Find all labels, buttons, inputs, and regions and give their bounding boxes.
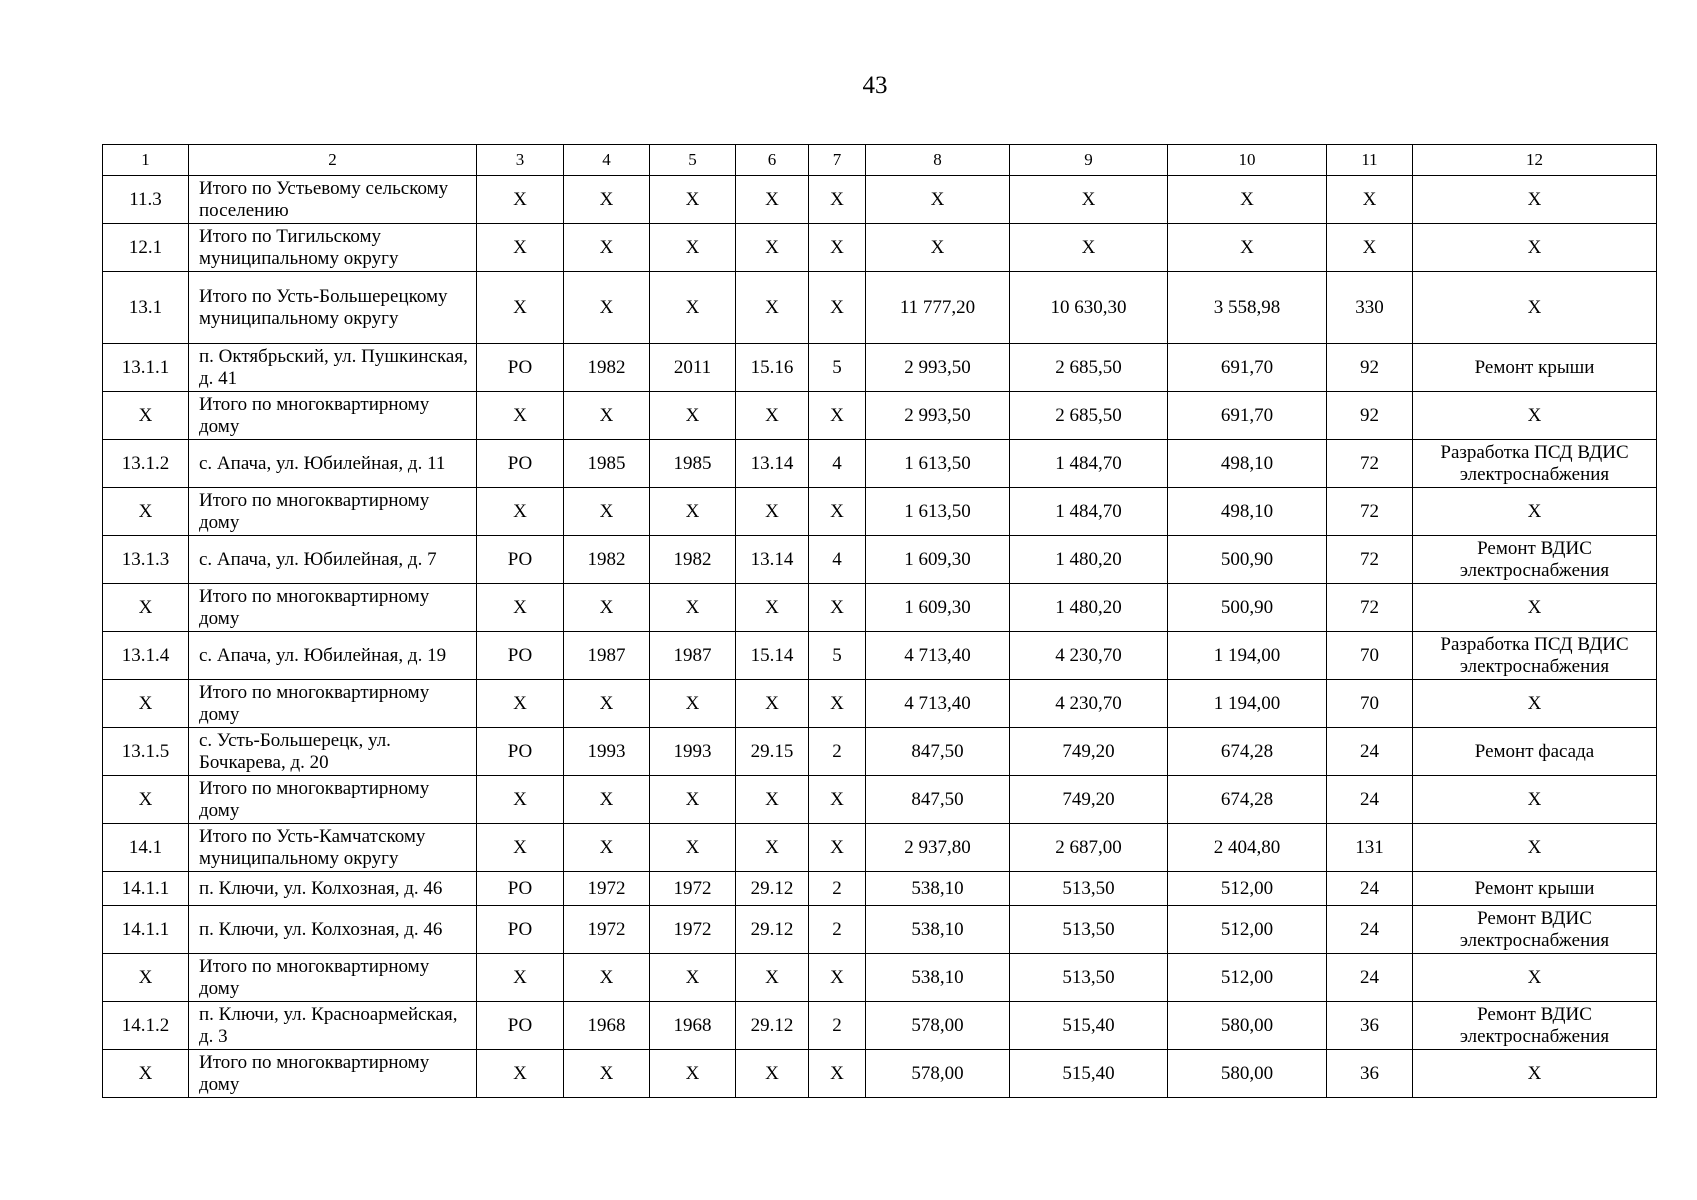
cell-col-6: 15.14 xyxy=(736,632,809,680)
cell-col-6: 29.12 xyxy=(736,906,809,954)
cell-col-7: Х xyxy=(809,680,866,728)
cell-col-9: 749,20 xyxy=(1010,776,1168,824)
cell-col-3: РО xyxy=(477,906,564,954)
cell-col-6: 29.12 xyxy=(736,1002,809,1050)
cell-col-11: 24 xyxy=(1327,728,1413,776)
cell-col-8: 4 713,40 xyxy=(866,632,1010,680)
cell-col-10: 512,00 xyxy=(1168,906,1327,954)
cell-row-number: 12.1 xyxy=(103,224,189,272)
cell-col-6: 29.12 xyxy=(736,872,809,906)
cell-col-11: 131 xyxy=(1327,824,1413,872)
cell-work-type: Разработка ПСД ВДИС электроснабжения xyxy=(1413,632,1657,680)
cell-col-4: Х xyxy=(564,176,650,224)
cell-col-9: 515,40 xyxy=(1010,1002,1168,1050)
cell-col-3: РО xyxy=(477,536,564,584)
table-row xyxy=(103,584,1657,632)
cell-col-5: 1972 xyxy=(650,906,736,954)
cell-col-4: Х xyxy=(564,584,650,632)
cell-col-7: 2 xyxy=(809,1002,866,1050)
cell-col-11: Х xyxy=(1327,224,1413,272)
cell-row-number: 13.1.2 xyxy=(103,440,189,488)
cell-col-8: 2 993,50 xyxy=(866,392,1010,440)
cell-col-10: 691,70 xyxy=(1168,344,1327,392)
header-cell-5: 5 xyxy=(650,145,736,176)
cell-col-3: Х xyxy=(477,584,564,632)
cell-col-4: 1982 xyxy=(564,344,650,392)
cell-col-8: 538,10 xyxy=(866,906,1010,954)
cell-col-10: 2 404,80 xyxy=(1168,824,1327,872)
cell-col-9: 513,50 xyxy=(1010,906,1168,954)
cell-object-name: Итого по Усть-Камчатскому муниципальному округу xyxy=(189,824,477,872)
header-cell-3: 3 xyxy=(477,145,564,176)
cell-object-name: п. Ключи, ул. Красноармейская, д. 3 xyxy=(189,1002,477,1050)
cell-col-4: Х xyxy=(564,680,650,728)
cell-col-9: Х xyxy=(1010,176,1168,224)
cell-col-7: 2 xyxy=(809,872,866,906)
cell-work-type: Х xyxy=(1413,824,1657,872)
cell-row-number: 14.1 xyxy=(103,824,189,872)
cell-col-5: Х xyxy=(650,776,736,824)
cell-col-11: 36 xyxy=(1327,1050,1413,1098)
cell-object-name: Итого по многоквартирному дому xyxy=(189,954,477,1002)
header-cell-11: 11 xyxy=(1327,145,1413,176)
cell-row-number: 14.1.1 xyxy=(103,872,189,906)
cell-col-4: 1985 xyxy=(564,440,650,488)
cell-col-9: 2 687,00 xyxy=(1010,824,1168,872)
cell-col-4: Х xyxy=(564,1050,650,1098)
table-row xyxy=(103,1050,1657,1098)
cell-col-10: 512,00 xyxy=(1168,954,1327,1002)
cell-col-10: 691,70 xyxy=(1168,392,1327,440)
cell-col-9: 1 480,20 xyxy=(1010,584,1168,632)
cell-col-8: 578,00 xyxy=(866,1002,1010,1050)
cell-col-9: 749,20 xyxy=(1010,728,1168,776)
cell-col-11: 92 xyxy=(1327,392,1413,440)
cell-work-type: Х xyxy=(1413,224,1657,272)
table-row xyxy=(103,824,1657,872)
cell-col-8: 1 613,50 xyxy=(866,488,1010,536)
cell-col-10: 498,10 xyxy=(1168,440,1327,488)
cell-col-3: Х xyxy=(477,176,564,224)
cell-row-number: 11.3 xyxy=(103,176,189,224)
cell-col-6: Х xyxy=(736,680,809,728)
cell-col-5: 1968 xyxy=(650,1002,736,1050)
cell-col-3: Х xyxy=(477,1050,564,1098)
cell-work-type: Х xyxy=(1413,954,1657,1002)
cell-col-10: 512,00 xyxy=(1168,872,1327,906)
cell-col-4: 1993 xyxy=(564,728,650,776)
cell-row-number: Х xyxy=(103,584,189,632)
cell-col-5: Х xyxy=(650,488,736,536)
cell-work-type: Х xyxy=(1413,1050,1657,1098)
table-row xyxy=(103,728,1657,776)
cell-row-number: Х xyxy=(103,776,189,824)
cell-col-3: Х xyxy=(477,824,564,872)
cell-work-type: Разработка ПСД ВДИС электроснабжения xyxy=(1413,440,1657,488)
cell-col-7: Х xyxy=(809,488,866,536)
cell-col-9: 10 630,30 xyxy=(1010,272,1168,344)
cell-row-number: 14.1.2 xyxy=(103,1002,189,1050)
cell-object-name: Итого по многоквартирному дому xyxy=(189,392,477,440)
cell-col-4: Х xyxy=(564,392,650,440)
cell-col-7: Х xyxy=(809,272,866,344)
cell-work-type: Х xyxy=(1413,584,1657,632)
header-cell-12: 12 xyxy=(1413,145,1657,176)
cell-col-8: 1 609,30 xyxy=(866,584,1010,632)
cell-col-11: 24 xyxy=(1327,872,1413,906)
header-cell-10: 10 xyxy=(1168,145,1327,176)
cell-col-9: 4 230,70 xyxy=(1010,680,1168,728)
cell-col-5: 1982 xyxy=(650,536,736,584)
cell-col-10: 498,10 xyxy=(1168,488,1327,536)
cell-row-number: Х xyxy=(103,954,189,1002)
cell-col-8: 2 937,80 xyxy=(866,824,1010,872)
cell-col-7: 2 xyxy=(809,906,866,954)
table-row xyxy=(103,272,1657,344)
cell-object-name: Итого по многоквартирному дому xyxy=(189,776,477,824)
header-cell-2: 2 xyxy=(189,145,477,176)
cell-col-11: 70 xyxy=(1327,632,1413,680)
cell-col-3: Х xyxy=(477,954,564,1002)
header-row xyxy=(103,145,1657,176)
cell-col-4: 1972 xyxy=(564,872,650,906)
cell-col-5: Х xyxy=(650,824,736,872)
cell-col-7: Х xyxy=(809,776,866,824)
table-row xyxy=(103,1002,1657,1050)
cell-col-11: 72 xyxy=(1327,536,1413,584)
cell-col-5: 1987 xyxy=(650,632,736,680)
cell-col-6: Х xyxy=(736,776,809,824)
cell-col-8: Х xyxy=(866,176,1010,224)
cell-row-number: 13.1.5 xyxy=(103,728,189,776)
table-row xyxy=(103,224,1657,272)
cell-col-3: РО xyxy=(477,440,564,488)
cell-col-5: 2011 xyxy=(650,344,736,392)
cell-col-5: Х xyxy=(650,224,736,272)
cell-col-9: 4 230,70 xyxy=(1010,632,1168,680)
table-row xyxy=(103,680,1657,728)
cell-col-11: 72 xyxy=(1327,440,1413,488)
page-number: 43 xyxy=(862,72,888,99)
cell-col-3: РО xyxy=(477,632,564,680)
cell-col-4: Х xyxy=(564,776,650,824)
cell-col-4: 1972 xyxy=(564,906,650,954)
cell-row-number: Х xyxy=(103,680,189,728)
cell-col-5: Х xyxy=(650,584,736,632)
cell-col-9: 1 484,70 xyxy=(1010,488,1168,536)
cell-col-10: 1 194,00 xyxy=(1168,680,1327,728)
cell-col-11: 36 xyxy=(1327,1002,1413,1050)
cell-object-name: Итого по многоквартирному дому xyxy=(189,1050,477,1098)
cell-object-name: Итого по Тигильскому муниципальному округу xyxy=(189,224,477,272)
header-cell-9: 9 xyxy=(1010,145,1168,176)
cell-col-9: 1 484,70 xyxy=(1010,440,1168,488)
cell-col-8: 4 713,40 xyxy=(866,680,1010,728)
cell-object-name: с. Апача, ул. Юбилейная, д. 19 xyxy=(189,632,477,680)
cell-col-10: 580,00 xyxy=(1168,1050,1327,1098)
cell-col-11: 92 xyxy=(1327,344,1413,392)
table-row xyxy=(103,440,1657,488)
cell-work-type: Х xyxy=(1413,680,1657,728)
cell-col-10: 3 558,98 xyxy=(1168,272,1327,344)
cell-object-name: п. Ключи, ул. Колхозная, д. 46 xyxy=(189,906,477,954)
cell-work-type: Х xyxy=(1413,776,1657,824)
cell-col-5: 1972 xyxy=(650,872,736,906)
cell-col-7: Х xyxy=(809,954,866,1002)
cell-row-number: 13.1.4 xyxy=(103,632,189,680)
cell-object-name: Итого по Усть-Большерецкому муниципальному округу xyxy=(189,272,477,344)
cell-col-3: РО xyxy=(477,344,564,392)
cell-col-8: 11 777,20 xyxy=(866,272,1010,344)
cell-col-3: Х xyxy=(477,392,564,440)
cell-col-6: 13.14 xyxy=(736,536,809,584)
header-cell-8: 8 xyxy=(866,145,1010,176)
table-row xyxy=(103,536,1657,584)
cell-object-name: Итого по многоквартирному дому xyxy=(189,680,477,728)
cell-row-number: 14.1.1 xyxy=(103,906,189,954)
table-row xyxy=(103,344,1657,392)
cell-row-number: 13.1.3 xyxy=(103,536,189,584)
cell-col-9: 513,50 xyxy=(1010,954,1168,1002)
table-row xyxy=(103,776,1657,824)
cell-col-7: Х xyxy=(809,1050,866,1098)
cell-work-type: Ремонт крыши xyxy=(1413,344,1657,392)
cell-col-11: 330 xyxy=(1327,272,1413,344)
cell-col-5: Х xyxy=(650,1050,736,1098)
cell-col-8: Х xyxy=(866,224,1010,272)
cell-row-number: Х xyxy=(103,1050,189,1098)
cell-work-type: Ремонт ВДИС электроснабжения xyxy=(1413,1002,1657,1050)
cell-col-8: 2 993,50 xyxy=(866,344,1010,392)
cell-col-8: 847,50 xyxy=(866,776,1010,824)
cell-col-3: РО xyxy=(477,872,564,906)
cell-col-7: Х xyxy=(809,224,866,272)
cell-col-8: 578,00 xyxy=(866,1050,1010,1098)
cell-col-4: Х xyxy=(564,488,650,536)
cell-work-type: Х xyxy=(1413,272,1657,344)
cell-col-6: Х xyxy=(736,272,809,344)
cell-work-type: Ремонт фасада xyxy=(1413,728,1657,776)
cell-col-9: 2 685,50 xyxy=(1010,392,1168,440)
cell-col-10: 580,00 xyxy=(1168,1002,1327,1050)
cell-col-9: 1 480,20 xyxy=(1010,536,1168,584)
cell-object-name: с. Усть-Большерецк, ул. Бочкарева, д. 20 xyxy=(189,728,477,776)
cell-col-10: 500,90 xyxy=(1168,584,1327,632)
cell-col-6: 15.16 xyxy=(736,344,809,392)
cell-col-3: Х xyxy=(477,488,564,536)
header-cell-1: 1 xyxy=(103,145,189,176)
cell-col-7: 5 xyxy=(809,632,866,680)
cell-row-number: 13.1.1 xyxy=(103,344,189,392)
table-row xyxy=(103,488,1657,536)
cell-object-name: Итого по многоквартирному дому xyxy=(189,488,477,536)
cell-col-5: 1993 xyxy=(650,728,736,776)
header-cell-4: 4 xyxy=(564,145,650,176)
cell-col-10: 500,90 xyxy=(1168,536,1327,584)
table-row xyxy=(103,392,1657,440)
cell-col-6: Х xyxy=(736,224,809,272)
cell-col-5: Х xyxy=(650,954,736,1002)
cell-row-number: 13.1 xyxy=(103,272,189,344)
cell-col-6: Х xyxy=(736,584,809,632)
cell-col-3: РО xyxy=(477,1002,564,1050)
cell-object-name: п. Октябрьский, ул. Пушкинская, д. 41 xyxy=(189,344,477,392)
cell-col-10: 674,28 xyxy=(1168,776,1327,824)
cell-col-8: 538,10 xyxy=(866,954,1010,1002)
cell-col-11: 72 xyxy=(1327,584,1413,632)
cell-col-6: Х xyxy=(736,488,809,536)
cell-work-type: Х xyxy=(1413,392,1657,440)
cell-col-11: 72 xyxy=(1327,488,1413,536)
cell-col-6: 13.14 xyxy=(736,440,809,488)
cell-col-11: Х xyxy=(1327,176,1413,224)
table-row xyxy=(103,176,1657,224)
cell-col-11: 24 xyxy=(1327,954,1413,1002)
cell-col-10: Х xyxy=(1168,176,1327,224)
cell-col-5: Х xyxy=(650,272,736,344)
cell-col-3: Х xyxy=(477,272,564,344)
cell-col-10: Х xyxy=(1168,224,1327,272)
table-row xyxy=(103,632,1657,680)
cell-col-7: 2 xyxy=(809,728,866,776)
cell-col-6: Х xyxy=(736,954,809,1002)
housing-repair-table xyxy=(102,144,1657,1098)
cell-col-3: Х xyxy=(477,224,564,272)
cell-col-4: Х xyxy=(564,954,650,1002)
cell-work-type: Ремонт крыши xyxy=(1413,872,1657,906)
cell-col-7: Х xyxy=(809,176,866,224)
cell-col-10: 674,28 xyxy=(1168,728,1327,776)
cell-col-8: 1 609,30 xyxy=(866,536,1010,584)
cell-col-5: Х xyxy=(650,392,736,440)
cell-col-6: Х xyxy=(736,824,809,872)
cell-col-5: Х xyxy=(650,176,736,224)
cell-col-6: 29.15 xyxy=(736,728,809,776)
table-row xyxy=(103,872,1657,906)
cell-col-9: Х xyxy=(1010,224,1168,272)
cell-object-name: Итого по Устьевому сельскому поселению xyxy=(189,176,477,224)
cell-col-11: 24 xyxy=(1327,776,1413,824)
cell-work-type: Х xyxy=(1413,488,1657,536)
cell-col-11: 24 xyxy=(1327,906,1413,954)
cell-col-11: 70 xyxy=(1327,680,1413,728)
cell-col-7: 4 xyxy=(809,536,866,584)
table-row xyxy=(103,906,1657,954)
cell-col-4: Х xyxy=(564,824,650,872)
cell-col-4: Х xyxy=(564,272,650,344)
cell-col-6: Х xyxy=(736,1050,809,1098)
cell-row-number: Х xyxy=(103,392,189,440)
cell-col-3: Х xyxy=(477,776,564,824)
header-cell-7: 7 xyxy=(809,145,866,176)
cell-col-4: 1987 xyxy=(564,632,650,680)
cell-work-type: Ремонт ВДИС электроснабжения xyxy=(1413,536,1657,584)
cell-col-3: РО xyxy=(477,728,564,776)
cell-col-3: Х xyxy=(477,680,564,728)
cell-col-8: 538,10 xyxy=(866,872,1010,906)
cell-object-name: с. Апача, ул. Юбилейная, д. 7 xyxy=(189,536,477,584)
cell-col-7: Х xyxy=(809,824,866,872)
cell-col-9: 2 685,50 xyxy=(1010,344,1168,392)
cell-col-7: 4 xyxy=(809,440,866,488)
cell-col-10: 1 194,00 xyxy=(1168,632,1327,680)
cell-col-9: 513,50 xyxy=(1010,872,1168,906)
cell-object-name: с. Апача, ул. Юбилейная, д. 11 xyxy=(189,440,477,488)
cell-col-6: Х xyxy=(736,392,809,440)
cell-work-type: Ремонт ВДИС электроснабжения xyxy=(1413,906,1657,954)
table-row xyxy=(103,954,1657,1002)
cell-work-type: Х xyxy=(1413,176,1657,224)
cell-col-7: Х xyxy=(809,584,866,632)
cell-col-9: 515,40 xyxy=(1010,1050,1168,1098)
cell-object-name: Итого по многоквартирному дому xyxy=(189,584,477,632)
cell-col-6: Х xyxy=(736,176,809,224)
cell-col-8: 847,50 xyxy=(866,728,1010,776)
cell-col-5: 1985 xyxy=(650,440,736,488)
cell-col-4: Х xyxy=(564,224,650,272)
cell-col-7: Х xyxy=(809,392,866,440)
cell-object-name: п. Ключи, ул. Колхозная, д. 46 xyxy=(189,872,477,906)
cell-col-5: Х xyxy=(650,680,736,728)
cell-col-8: 1 613,50 xyxy=(866,440,1010,488)
header-cell-6: 6 xyxy=(736,145,809,176)
cell-col-4: 1982 xyxy=(564,536,650,584)
cell-col-4: 1968 xyxy=(564,1002,650,1050)
cell-row-number: Х xyxy=(103,488,189,536)
cell-col-7: 5 xyxy=(809,344,866,392)
